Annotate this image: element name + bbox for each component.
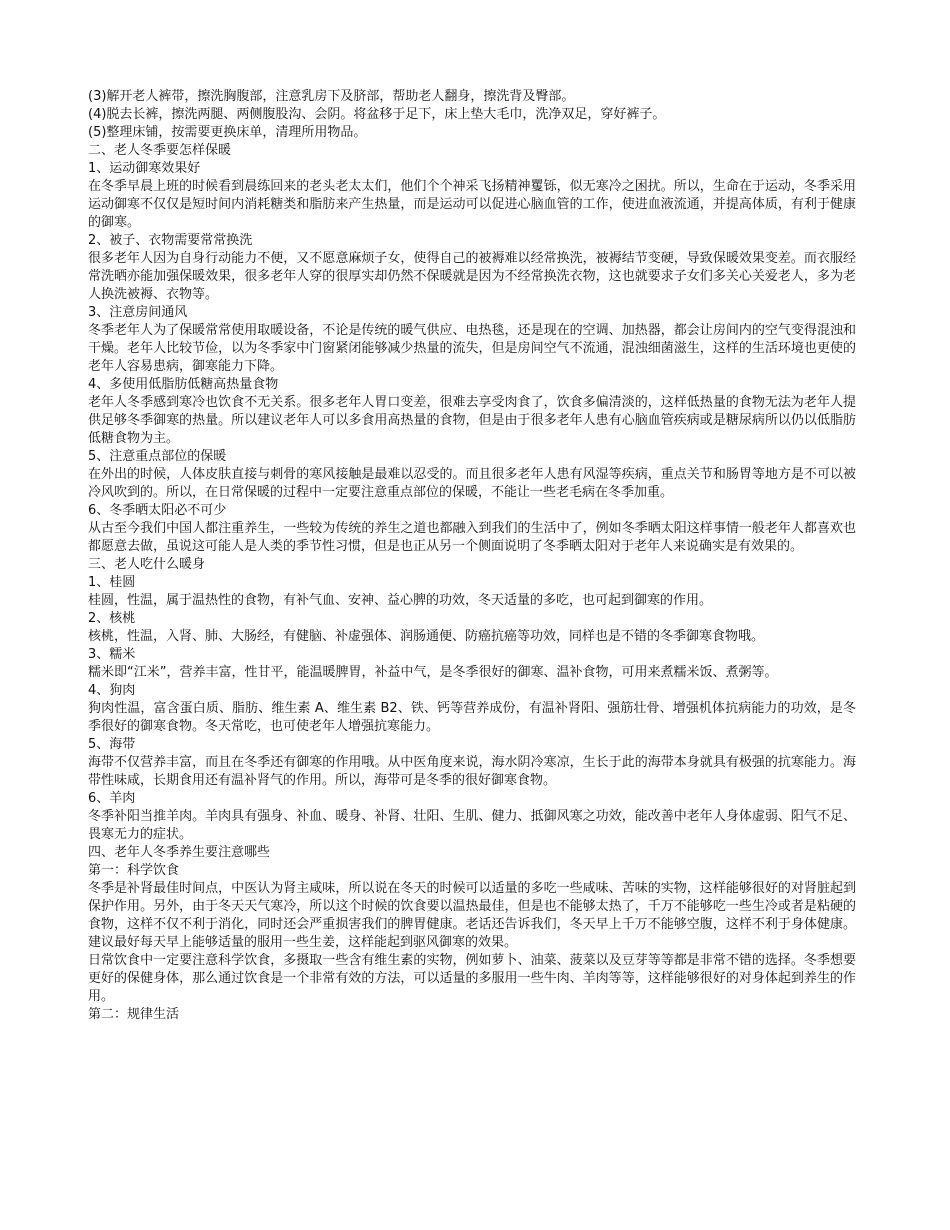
section-2-item-6-heading: 6、冬季晒太阳必不可少: [88, 503, 227, 518]
section-2-title: 二、老人冬季要怎样保暖: [88, 143, 232, 158]
document-page: [88, 88, 856, 1024]
section-3-item-4-heading: 4、狗肉: [88, 683, 136, 698]
section-2-item-5-body: 在外出的时候，人体皮肤直接与刺骨的寒风接触是最难以忍受的。而且很多老年人患有风湿等疾病，重点关节和肠胃等地方是不可以被冷风吹到的。所以，在日常保暖的过程中一定要注意重点部位的保暖，不能让一些老毛病在冬季加重。: [88, 467, 856, 500]
section-2-item-2-heading: 2、被子、衣物需要常常换洗: [88, 233, 253, 248]
step-3: (3)解开老人裤带，擦洗胸腹部，注意乳房下及脐部，帮助老人翻身，擦洗背及臀部。: [88, 89, 575, 104]
section-3-item-6-heading: 6、羊肉: [88, 791, 136, 806]
section-3-item-5-heading: 5、海带: [88, 737, 136, 752]
section-4-second-heading: 第二：规律生活: [88, 1007, 180, 1022]
section-2-item-4-body: 老年人冬季感到寒冷也饮食不无关系。很多老年人胃口变差，很难去享受肉食了，饮食多偏清淡的，这样低热量的食物无法为老年人提供足够冬季御寒的热量。所以建议老年人可以多食用高热量的食物，但是由于很多老年人患有心脑血管疾病或是糖尿病所以仍以低脂肪低糖食物为主。: [88, 395, 856, 446]
section-3-item-2-body: 核桃，性温，入肾、肺、大肠经，有健脑、补虚强体、润肠通便、防癌抗癌等功效，同样也是不错的冬季御寒食物哦。: [88, 629, 765, 644]
section-3-item-2-heading: 2、核桃: [88, 611, 136, 626]
section-2-item-1-heading: 1、运动御寒效果好: [88, 161, 201, 176]
section-2-item-3-heading: 3、注意房间通风: [88, 305, 188, 320]
section-2-item-2-body: 很多老年人因为自身行动能力不便，又不愿意麻烦子女，使得自己的被褥难以经常换洗，被褥结节变硬，导致保暖效果变差。而衣服经常洗晒亦能加强保暖效果，很多老年人穿的很厚实却仍然不保暖就是因为不经常换洗衣物，这也就要求子女们多关心关爱老人，多为老人换洗被褥、衣物等。: [88, 251, 856, 302]
section-4-first-paragraph-2: 日常饮食中一定要注意科学饮食，多摄取一些含有维生素的实物，例如萝卜、油菜、菠菜以及豆芽等等都是非常不错的选择。冬季想要更好的保健身体，那么通过饮食是一个非常有效的方法，可以适量的多服用一些牛肉、羊肉等等，这样能够很好的对身体起到养生的作用。: [88, 953, 856, 1004]
section-3-item-4-body: 狗肉性温，富含蛋白质、脂肪、维生素 A、维生素 B2、铁、钙等营养成份，有温补肾阳、强筋壮骨、增强机体抗病能力的功效，是冬季很好的御寒食物。冬天常吃，也可使老年人增强抗寒能力。: [88, 701, 856, 734]
section-3-item-3-heading: 3、糯米: [88, 647, 136, 662]
section-3-title: 三、老人吃什么暖身: [88, 557, 206, 572]
section-4-first-heading: 第一：科学饮食: [88, 863, 180, 878]
section-3-item-6-body: 冬季补阳当推羊肉。羊肉具有强身、补血、暖身、补肾、壮阳、生肌、健力、抵御风寒之功效，能改善中老年人身体虚弱、阳气不足、畏寒无力的症状。: [88, 809, 856, 842]
section-4-title: 四、老年人冬季养生要注意哪些: [88, 845, 271, 860]
section-2-item-6-body: 从古至今我们中国人都注重养生，一些较为传统的养生之道也都融入到我们的生活中了，例如冬季晒太阳这样事情一般老年人都喜欢也都愿意去做，虽说这可能人是人类的季节性习惯，但是也正从另一个侧面说明了冬季晒太阳对于老年人来说确实是有效果的。: [88, 521, 856, 554]
section-3-item-1-heading: 1、桂圆: [88, 575, 136, 590]
section-3-item-5-body: 海带不仅营养丰富，而且在冬季还有御寒的作用哦。从中医角度来说，海水阴冷寒凉，生长于此的海带本身就具有极强的抗寒能力。海带性味咸，长期食用还有温补肾气的作用。所以，海带可是冬季的很好御寒食物。: [88, 755, 856, 788]
section-2-item-1-body: 在冬季早晨上班的时候看到晨练回来的老头老太太们，他们个个神采飞扬精神矍铄，似无寒冷之困扰。所以，生命在于运动，冬季采用运动御寒不仅仅是短时间内消耗糖类和脂肪来产生热量，而是运动可以促进心脑血管的工作，使进血液流通，并提高体质，有利于健康的御寒。: [88, 179, 856, 230]
section-2-item-5-heading: 5、注意重点部位的保暖: [88, 449, 227, 464]
step-5: (5)整理床铺，按需要更换床单，清理所用物品。: [88, 125, 367, 140]
step-4: (4)脱去长裤，擦洗两腿、两侧腹股沟、会阴。将盆移于足下，床上垫大毛巾，洗净双足，穿好裤子。: [88, 107, 666, 122]
section-3-item-3-body: 糯米即“江米”，营养丰富，性甘平，能温暖脾胃，补益中气，是冬季很好的御寒、温补食物，可用来煮糯米饭、煮粥等。: [88, 665, 778, 680]
section-2-item-3-body: 冬季老年人为了保暖常常使用取暖设备，不论是传统的暖气供应、电热毯，还是现在的空调、加热器，都会让房间内的空气变得混浊和干燥。老年人比较节俭，以为冬季家中门窗紧闭能够减少热量的流失，但是房间空气不流通，混浊细菌滋生，这样的生活环境也更使的老年人容易患病，御寒能力下降。: [88, 323, 856, 374]
section-2-item-4-heading: 4、多使用低脂肪低糖高热量食物: [88, 377, 279, 392]
section-3-item-1-body: 桂圆，性温，属于温热性的食物，有补气血、安神、益心脾的功效，冬天适量的多吃，也可起到御寒的作用。: [88, 593, 713, 608]
section-4-first-paragraph-1: 冬季是补肾最佳时间点，中医认为肾主咸味，所以说在冬天的时候可以适量的多吃一些咸味、苦味的实物，这样能够很好的对肾脏起到保护作用。另外，由于冬天天气寒冷，所以这个时候的饮食要以温热最佳，但是也不能够太热了，千万不能够吃一些生冷或者是粘硬的食物，这样不仅不利于消化，同时还会严重损害我们的脾胃健康。老话还告诉我们，冬天早上千万不能够空腹，这样不利于身体健康。建议最好每天早上能够适量的服用一些生姜，这样能起到驱风御寒的效果。: [88, 881, 856, 950]
